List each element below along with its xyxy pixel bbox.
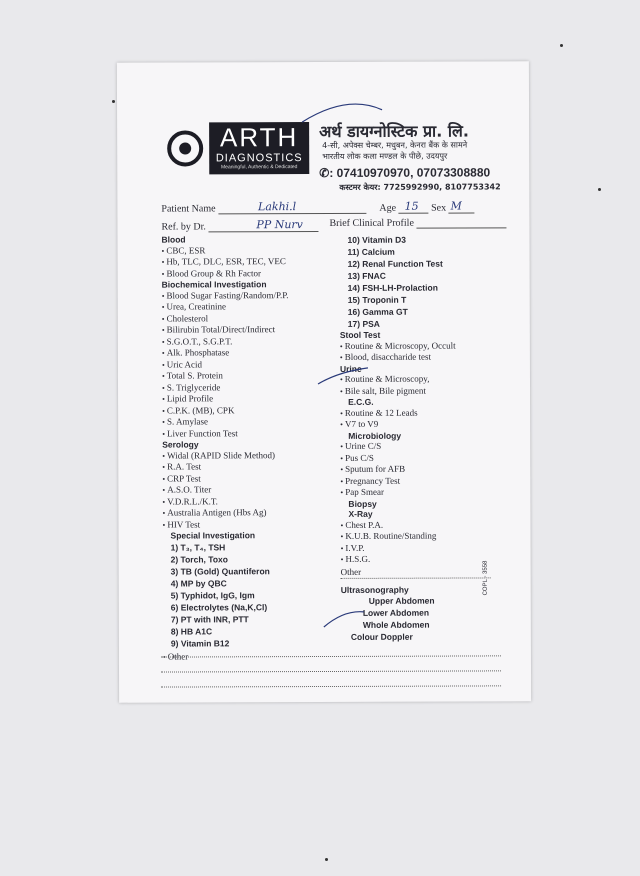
list-item: • Liver Function Test [162, 427, 352, 439]
list-item: Lower Abdomen [362, 607, 430, 618]
list-item: 3) TB (Gold) Quantiferon [170, 565, 270, 577]
list-item: • Widal (RAPID Slide Method) [162, 449, 352, 461]
speck [598, 188, 601, 191]
list-item: Colour Doppler [350, 631, 413, 642]
list-item: 2) Torch, Toxo [170, 553, 228, 565]
biochemical-heading: Biochemical Investigation [161, 279, 267, 290]
list-item: • CRP Test [162, 472, 352, 484]
list-item: 12) Renal Function Test [347, 258, 443, 269]
ecg-heading: E.C.G. [348, 396, 374, 407]
pen-stroke [302, 104, 382, 122]
company-name: अर्थ डायग्नोस्टिक प्रा. लि. [319, 121, 469, 142]
list-item: • Routine & Microscopy, Occult [340, 340, 500, 352]
list-item: 1) T₃, T₄, TSH [170, 541, 226, 553]
list-item: • Cholesterol [162, 312, 352, 324]
list-item: 9) Vitamin B12 [170, 637, 230, 649]
stool-heading: Stool Test [339, 329, 381, 340]
list-item: • Urine C/S [340, 440, 500, 452]
list-item: • HIV Test [162, 518, 352, 530]
address-line-2: भारतीय लोक कला मण्डल के पीछे, उदयपुर [322, 151, 448, 162]
logo-tagline: Meaningful, Authentic & Dedicated [221, 164, 298, 171]
pen-stroke [324, 612, 364, 627]
list-item: • Uric Acid [162, 358, 352, 370]
logo-sub: DIAGNOSTICS [215, 152, 303, 165]
logo-main: ARTH [219, 122, 299, 153]
phone-text: : 07410970970, 07073308880 [329, 165, 491, 180]
list-item: • I.V.P. [341, 542, 501, 554]
sex-label: Sex [431, 202, 447, 214]
other-field: Other [341, 565, 491, 579]
patient-name-label: Patient Name [161, 203, 216, 215]
list-item: • Routine & 12 Leads [340, 407, 500, 419]
list-item: 14) FSH-LH-Prolaction [347, 282, 438, 293]
age-label: Age [379, 202, 397, 214]
phone-numbers: ✆: 07410970970, 07073308880 [319, 165, 491, 181]
list-item: • Sputum for AFB [340, 463, 500, 475]
address-line-1: 4-सी, अपेक्स चेम्बर, मधुबन, केनरा बैंक के सामने [322, 140, 468, 151]
list-item: 13) FNAC [347, 270, 386, 281]
list-item: 17) PSA [347, 318, 380, 329]
copl-code: COPL - 3558 [482, 560, 489, 596]
pen-marks [117, 61, 531, 702]
list-item: • Blood Group & Rh Factor [162, 267, 352, 279]
list-item: • CBC, ESR [162, 244, 352, 256]
ref-label: Ref. by Dr. [161, 221, 206, 233]
list-item: • Pregnancy Test [340, 475, 500, 487]
list-item: • Pus C/S [340, 452, 500, 464]
blood-heading: Blood [161, 234, 186, 245]
list-item: 5) Typhidot, IgG, Igm [170, 589, 255, 601]
customer-care: कस्टमर केयर: 7725992990, 8107753342 [339, 182, 501, 192]
serology-heading: Serology [162, 439, 199, 450]
list-item: • Alk. Phosphatase [162, 347, 352, 359]
list-item: 11) Calcium [347, 246, 395, 257]
brief-label: Brief Clinical Profile [329, 217, 414, 229]
list-item: • Australia Antigen (Hbs Ag) [162, 507, 352, 519]
list-item: 4) MP by QBC [170, 577, 227, 589]
special-heading: Special Investigation [170, 530, 256, 541]
speck [112, 100, 115, 103]
list-item: • K.U.B. Routine/Standing [341, 530, 501, 542]
list-item: • Lipid Profile [162, 393, 352, 405]
pen-stroke [318, 368, 368, 384]
ref-value: PP Nurv [256, 218, 303, 232]
list-item: 15) Troponin T [347, 294, 407, 305]
list-item: 8) HB A1C [170, 625, 213, 637]
list-item: • Bilirubin Total/Direct/Indirect [162, 324, 352, 336]
list-item: • Blood Sugar Fasting/Random/P.P. [162, 289, 352, 301]
biopsy-heading: Biopsy [348, 498, 377, 509]
xray-heading: X-Ray [348, 508, 373, 519]
list-item: 16) Gamma GT [347, 306, 408, 317]
list-item: • S. Amylase [162, 416, 352, 428]
list-item: • A.S.O. Titer [162, 484, 352, 496]
list-item: • Hb, TLC, DLC, ESR, TEC, VEC [162, 256, 352, 268]
list-item: • R.A. Test [162, 461, 352, 473]
list-item: • Routine & Microscopy, [340, 373, 500, 385]
list-item: Upper Abdomen [368, 595, 435, 606]
ultrasonography-heading: Ultrasonography [340, 584, 409, 595]
microbiology-heading: Microbiology [348, 430, 402, 441]
list-item: • V.D.R.L./K.T. [162, 495, 352, 507]
list-item: • S.G.O.T., S.G.P.T. [162, 335, 352, 347]
list-item: 6) Electrolytes (Na,K,Cl) [170, 601, 268, 613]
speck [560, 44, 563, 47]
list-item: • Blood, disaccharide test [340, 351, 500, 363]
list-item: • C.P.K. (MB), CPK [162, 404, 352, 416]
list-item: 7) PT with INR, PTT [170, 613, 249, 625]
list-item: • H.S.G. [341, 553, 501, 565]
speck [325, 858, 328, 861]
list-item: 10) Vitamin D3 [347, 234, 406, 245]
list-item: • Bile salt, Bile pigment [340, 385, 500, 397]
urine-heading: Urine [339, 363, 362, 374]
list-item: • Pap Smear [340, 486, 500, 498]
requisition-form [117, 61, 531, 702]
sex-value: M [450, 199, 462, 213]
other-label: • Other [163, 650, 353, 662]
list-item: • Chest P.A. [340, 519, 500, 531]
patient-name-value: Lakhi.l [258, 200, 297, 214]
list-item: • Urea, Creatinine [162, 301, 352, 313]
list-item: • S. Triglyceride [162, 381, 352, 393]
list-item: Whole Abdomen [362, 619, 430, 630]
list-item: • V7 to V9 [340, 418, 500, 430]
list-item: • Total S. Protein [162, 370, 352, 382]
age-value: 15 [404, 199, 419, 213]
